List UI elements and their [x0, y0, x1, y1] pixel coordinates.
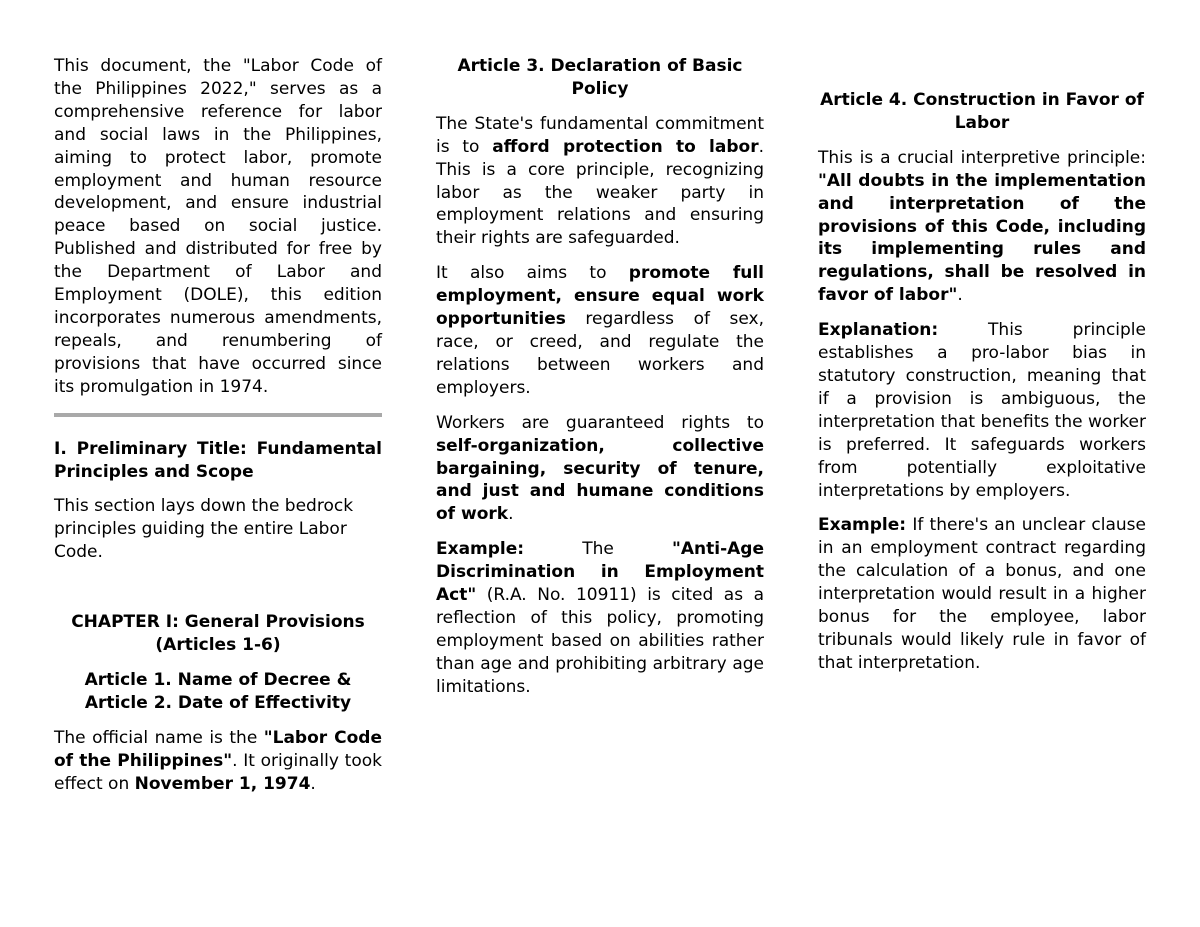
article-3-paragraph-1: The State's fundamental commitment is to afford protection to labor. This is a core principle, recognizing labor as the weaker party in employment relations and ensuring their rights are safeguarded.: [436, 113, 764, 249]
article-3-title: Article 3. Declaration of Basic Policy: [457, 56, 743, 99]
article-title-2: Article 2. Date of Effectivity: [84, 692, 352, 713]
column-left: [54, 55, 382, 795]
article-4-example: Example: If there's an unclear clause in an employment contract regarding the calculation of a bonus, and one interpretation would result in a higher bonus for the employee, labor tribunals would likely rule in favor of that interpretation.: [818, 515, 1146, 673]
column-right: [818, 89, 1146, 675]
article-4-explanation: Explanation: This principle establishes a pro-labor bias in statutory construction, meaning that if a provision is ambiguous, the interpretation that benefits the worker is preferred. It safeguards workers from potentially exploitative interpretations by employers.: [818, 320, 1146, 501]
article-4-paragraph-1: This is a crucial interpretive principle: "All doubts in the implementation and interpretation of the provisions of this Code, including its implementing rules and regulations, shall be resolved in favor of labor".: [818, 147, 1146, 306]
section-title: I. Preliminary Title: Fundamental Principles and Scope: [54, 438, 382, 482]
article-3-example: Example: The "Anti-Age Discrimination in Employment Act" (R.A. No. 10911) is cited as a reflection of this policy, promoting employment based on abilities rather than age and prohibiting arbitrary age limitations.: [436, 539, 764, 697]
column-middle: [436, 55, 764, 699]
article-3-paragraph-3: Workers are guaranteed rights to self-organization, collective bargaining, security of tenure, and just and humane conditions of work.: [436, 412, 764, 525]
chapter-title: CHAPTER I: General Provisions (Articles 1-6): [71, 612, 365, 656]
section-text: This section lays down the bedrock principles guiding the entire Labor Code.: [54, 496, 354, 563]
intro-paragraph: This document, the "Labor Code of the Philippines 2022," serves as a comprehensive reference for labor and social laws in the Philippines, aiming to protect labor, promote employment and human resource development, and ensure industrial peace based on social justice. Published and distributed for free by the Department of Labor and Employment (DOLE), this edition incorporates numerous amendments, repeals, and renumbering of provisions that have occurred since its promulgation in 1974.: [54, 56, 382, 397]
article-title-1: Article 1. Name of Decree &: [84, 669, 352, 690]
article-4-title: Article 4. Construction in Favor of Labor: [820, 90, 1144, 133]
article-1-text: The official name is the "Labor Code of the Philippines". It originally took effect on November 1, 1974.: [54, 727, 383, 794]
article-3-paragraph-2: It also aims to promote full employment, ensure equal work opportunities regardless of sex, race, or creed, and regulate the relations between workers and employers.: [436, 263, 764, 398]
